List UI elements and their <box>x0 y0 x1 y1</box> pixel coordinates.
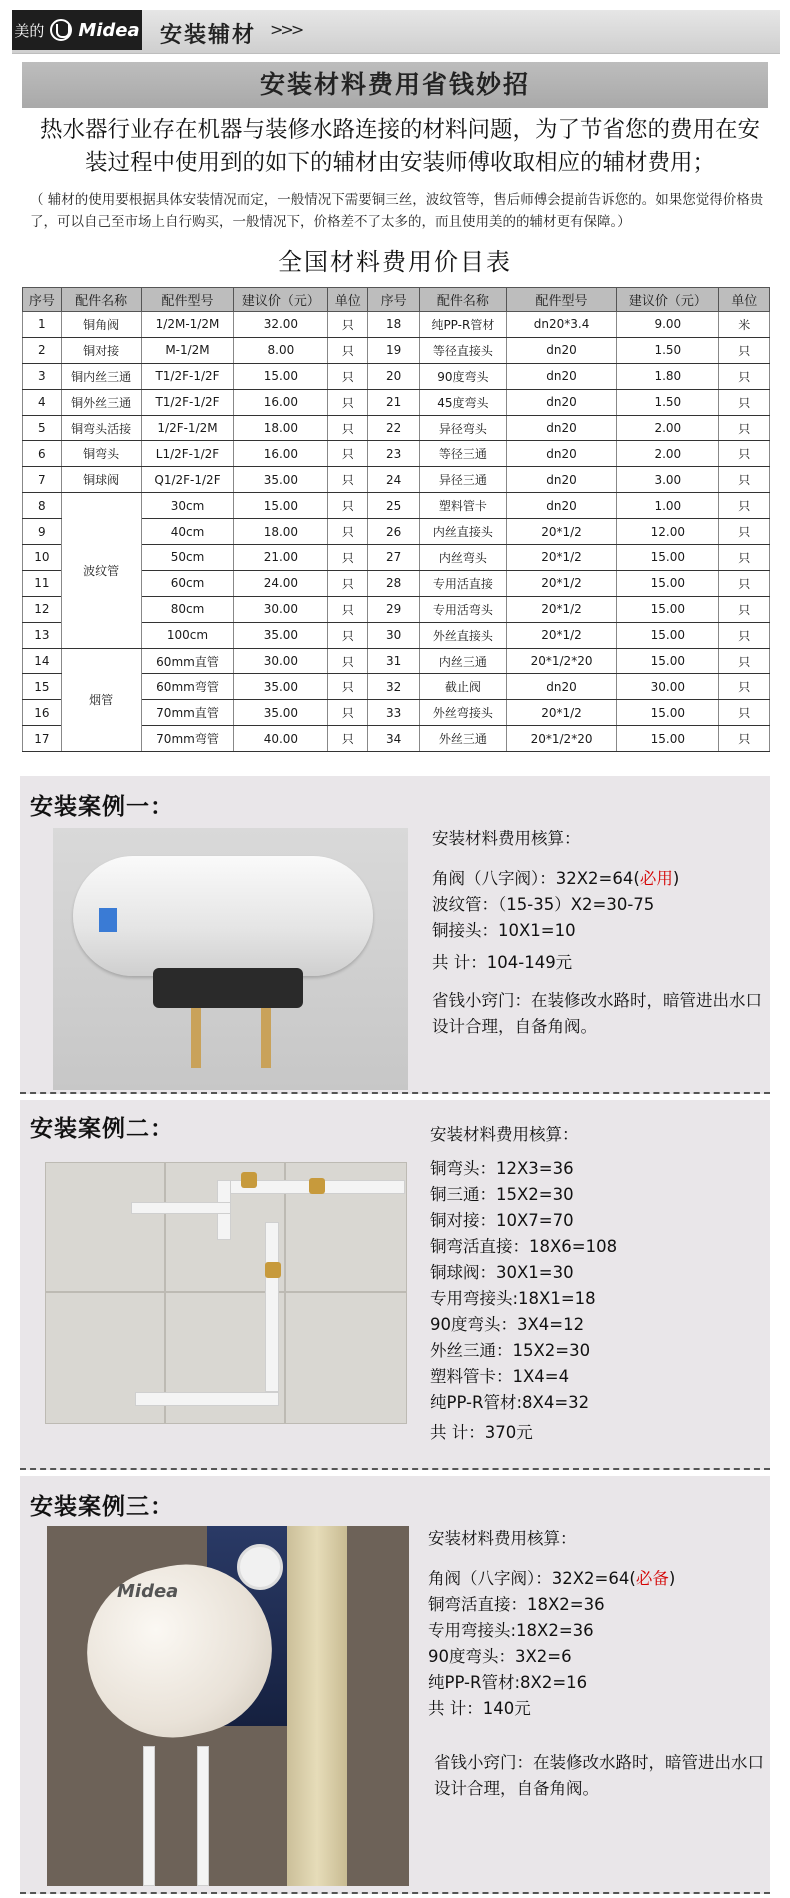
table-cell: 只 <box>719 337 770 363</box>
table-cell: 只 <box>719 545 770 571</box>
col-header: 序号 <box>368 288 420 312</box>
table-cell: 20*1/2*20 <box>506 648 616 674</box>
saving-tip: 省钱小窍门：在装修改水路时，暗管进出水口设计合理，自备角阀。 <box>432 991 762 1036</box>
table-cell: 15.00 <box>617 622 719 648</box>
table-cell: Q1/2F-1/2F <box>141 467 234 493</box>
table-cell: 17 <box>23 726 62 752</box>
table-cell: 只 <box>719 648 770 674</box>
calc-line: 专用弯接头:18X1=18 <box>430 1289 596 1308</box>
table-cell: 铜球阀 <box>61 467 141 493</box>
case-title: 安装案例二： <box>30 1116 174 1142</box>
calc-line: 纯PP-R管材:8X4=32 <box>430 1393 590 1412</box>
pipe-image <box>131 1202 231 1214</box>
table-cell: 40.00 <box>234 726 328 752</box>
case-one-photo <box>53 828 408 1090</box>
table-cell: 27 <box>368 545 420 571</box>
table-cell: 1.50 <box>617 389 719 415</box>
table-cell: 20*1/2 <box>506 570 616 596</box>
pipe-image <box>191 1008 201 1068</box>
table-cell: 25 <box>368 493 420 519</box>
table-cell: 等径三通 <box>419 441 506 467</box>
calc-title: 安装材料费用核算： <box>428 1529 577 1548</box>
table-cell: 只 <box>719 389 770 415</box>
table-cell: 80cm <box>141 596 234 622</box>
table-cell: 19 <box>368 337 420 363</box>
table-cell: 内丝直接头 <box>419 519 506 545</box>
table-cell: 20*1/2 <box>506 622 616 648</box>
pipe-image <box>261 1008 271 1068</box>
calc-line: 90度弯头：3X2=6 <box>428 1647 572 1666</box>
calc-line: 波纹管：（15-35）X2=30-75 <box>432 895 655 914</box>
price-table <box>22 287 770 752</box>
table-cell: 4 <box>23 389 62 415</box>
table-cell: 18 <box>368 312 420 338</box>
saving-tip: 省钱小窍门：在装修改水路时，暗管进出水口设计合理，自备角阀。 <box>434 1753 764 1798</box>
table-cell: dn20*3.4 <box>506 312 616 338</box>
table-cell: 只 <box>719 441 770 467</box>
calc-line: 铜球阀：30X1=30 <box>430 1263 574 1282</box>
case-title: 安装案例一： <box>30 794 174 820</box>
table-cell: dn20 <box>506 415 616 441</box>
case-two <box>20 1100 770 1470</box>
exhaust-fan-image <box>237 1544 283 1590</box>
pipe-image <box>265 1222 279 1392</box>
calc-line: 专用弯接头:18X2=36 <box>428 1621 594 1640</box>
logo-cn-text: 美的 <box>14 21 45 40</box>
table-cell: 26 <box>368 519 420 545</box>
table-cell: 只 <box>328 389 368 415</box>
table-cell: 8.00 <box>234 337 328 363</box>
calc-total: 共 计：370元 <box>430 1423 533 1442</box>
table-cell: 14 <box>23 648 62 674</box>
case-three <box>20 1476 770 1894</box>
cost-calc <box>428 1526 764 1802</box>
calc-line: 铜弯头：12X3=36 <box>430 1159 574 1178</box>
table-cell: 铜弯头活接 <box>61 415 141 441</box>
table-cell: 12 <box>23 596 62 622</box>
table-cell: dn20 <box>506 467 616 493</box>
table-cell: dn20 <box>506 493 616 519</box>
calc-line: 塑料管卡：1X4=4 <box>430 1367 570 1386</box>
table-cell: 24.00 <box>234 570 328 596</box>
table-cell: 只 <box>328 337 368 363</box>
table-row <box>23 493 770 519</box>
logo-en-text: Midea <box>78 19 140 41</box>
table-cell: 只 <box>328 570 368 596</box>
table-cell: 9.00 <box>617 312 719 338</box>
calc-line: 铜弯活直接：18X2=36 <box>428 1595 605 1614</box>
case-one <box>20 776 770 1094</box>
calc-line: 铜弯活直接：18X6=108 <box>430 1237 618 1256</box>
case-title: 安装案例三： <box>30 1494 174 1520</box>
table-cell: 只 <box>719 726 770 752</box>
table-cell: 20*1/2 <box>506 596 616 622</box>
table-cell: 铜对接 <box>61 337 141 363</box>
table-cell: 23 <box>368 441 420 467</box>
table-cell: 29 <box>368 596 420 622</box>
table-cell: 只 <box>719 596 770 622</box>
table-cell: 15.00 <box>234 493 328 519</box>
table-cell: 22 <box>368 415 420 441</box>
table-cell: dn20 <box>506 389 616 415</box>
table-cell: dn20 <box>506 337 616 363</box>
table-cell: 60cm <box>141 570 234 596</box>
table-cell: dn20 <box>506 674 616 700</box>
table-row <box>23 312 770 338</box>
table-cell: 32.00 <box>234 312 328 338</box>
table-cell: 只 <box>328 726 368 752</box>
table-cell: 35.00 <box>234 674 328 700</box>
table-cell: 铜弯头 <box>61 441 141 467</box>
table-cell: 只 <box>328 622 368 648</box>
case-two-photo <box>45 1162 407 1424</box>
page-header <box>12 10 780 54</box>
calc-line: 90度弯头：3X4=12 <box>430 1315 585 1334</box>
table-cell: 15.00 <box>617 596 719 622</box>
table-cell: 2.00 <box>617 441 719 467</box>
table-cell: dn20 <box>506 363 616 389</box>
table-cell: 1 <box>23 312 62 338</box>
table-row <box>23 389 770 415</box>
table-cell: 16.00 <box>234 389 328 415</box>
table-cell: 只 <box>719 700 770 726</box>
table-cell: 70mm弯管 <box>141 726 234 752</box>
table-cell: 铜角阀 <box>61 312 141 338</box>
calc-line: 铜接头：10X1=10 <box>432 921 576 940</box>
table-cell: 只 <box>328 493 368 519</box>
table-cell: 只 <box>328 441 368 467</box>
table-cell: 只 <box>719 519 770 545</box>
table-cell: 异径三通 <box>419 467 506 493</box>
calc-total: 共 计：140元 <box>428 1699 531 1718</box>
brass-fitting-image <box>265 1262 281 1278</box>
pipe-image <box>135 1392 279 1406</box>
table-cell: 只 <box>328 363 368 389</box>
table-cell: 24 <box>368 467 420 493</box>
table-cell: 8 <box>23 493 62 519</box>
table-cell: 45度弯头 <box>419 389 506 415</box>
intro-text: 热水器行业存在机器与装修水路连接的材料问题，为了节省您的费用在安装过程中使用到的如下的辅材由安装师傅收取相应的辅材费用； <box>39 117 760 176</box>
table-cell: 30cm <box>141 493 234 519</box>
table-cell: 7 <box>23 467 62 493</box>
table-cell: 60mm弯管 <box>141 674 234 700</box>
table-cell: 1/2F-1/2M <box>141 415 234 441</box>
table-cell: 21.00 <box>234 545 328 571</box>
table-cell: 只 <box>719 493 770 519</box>
pipe-image <box>143 1746 155 1886</box>
col-header: 配件名称 <box>419 288 506 312</box>
table-cell: 15.00 <box>617 570 719 596</box>
table-cell: 9 <box>23 519 62 545</box>
table-cell: 20*1/2 <box>506 519 616 545</box>
table-cell: 专用活弯头 <box>419 596 506 622</box>
table-cell: 30.00 <box>234 596 328 622</box>
table-cell: T1/2F-1/2F <box>141 363 234 389</box>
table-cell: 20*1/2 <box>506 700 616 726</box>
banner-title: 安装材料费用省钱妙招 <box>22 62 768 108</box>
table-cell: 30.00 <box>617 674 719 700</box>
midea-logo <box>12 10 142 50</box>
table-cell: 外丝三通 <box>419 726 506 752</box>
col-header: 配件名称 <box>61 288 141 312</box>
calc-line: 纯PP-R管材:8X2=16 <box>428 1673 588 1692</box>
table-cell: 10 <box>23 545 62 571</box>
table-row <box>23 648 770 674</box>
table-cell: 15.00 <box>617 700 719 726</box>
table-cell: 只 <box>328 312 368 338</box>
table-cell: 1.50 <box>617 337 719 363</box>
table-cell: 只 <box>328 648 368 674</box>
table-cell: 只 <box>328 467 368 493</box>
col-header: 配件型号 <box>141 288 234 312</box>
table-cell: 外丝直接头 <box>419 622 506 648</box>
price-table-title: 全国材料费用价目表 <box>278 248 512 276</box>
table-cell: T1/2F-1/2F <box>141 389 234 415</box>
table-cell: 12.00 <box>617 519 719 545</box>
brass-fitting-image <box>309 1178 325 1194</box>
table-cell: 只 <box>719 622 770 648</box>
table-cell: 15.00 <box>617 545 719 571</box>
table-cell: 20*1/2 <box>506 545 616 571</box>
table-cell: 只 <box>719 674 770 700</box>
table-cell: 21 <box>368 389 420 415</box>
table-cell: 70mm直管 <box>141 700 234 726</box>
table-cell: 1.80 <box>617 363 719 389</box>
table-cell: 异径弯头 <box>419 415 506 441</box>
table-cell: 只 <box>719 415 770 441</box>
curtain-image <box>287 1526 347 1886</box>
table-header-row <box>23 288 770 312</box>
table-cell: 等径直接头 <box>419 337 506 363</box>
table-cell: 100cm <box>141 622 234 648</box>
double-arrow-icon: >>> <box>270 20 302 39</box>
table-cell: 专用活直接 <box>419 570 506 596</box>
table-cell: 5 <box>23 415 62 441</box>
table-cell: 60mm直管 <box>141 648 234 674</box>
table-cell: 30 <box>368 622 420 648</box>
table-cell: 30.00 <box>234 648 328 674</box>
table-cell: 90度弯头 <box>419 363 506 389</box>
table-cell: 40cm <box>141 519 234 545</box>
table-cell: 米 <box>719 312 770 338</box>
table-cell: 只 <box>328 700 368 726</box>
water-heater-image <box>73 856 373 976</box>
table-cell: 铜内丝三通 <box>61 363 141 389</box>
table-cell: 只 <box>328 519 368 545</box>
table-cell: 16 <box>23 700 62 726</box>
table-cell: 50cm <box>141 545 234 571</box>
case-three-photo <box>47 1526 409 1886</box>
table-row <box>23 415 770 441</box>
col-header: 单位 <box>328 288 368 312</box>
midea-emblem-icon <box>50 19 72 41</box>
table-cell: 只 <box>719 363 770 389</box>
calc-title: 安装材料费用核算： <box>432 829 581 848</box>
table-row <box>23 467 770 493</box>
table-cell: M-1/2M <box>141 337 234 363</box>
table-cell: 15 <box>23 674 62 700</box>
table-cell: 只 <box>328 674 368 700</box>
table-cell: 33 <box>368 700 420 726</box>
table-cell: 20*1/2*20 <box>506 726 616 752</box>
table-cell: 只 <box>719 570 770 596</box>
merged-category-cell: 波纹管 <box>61 493 141 648</box>
table-cell: 20 <box>368 363 420 389</box>
table-cell: 6 <box>23 441 62 467</box>
heater-brand-text: Midea <box>117 1581 179 1602</box>
table-cell: 35.00 <box>234 467 328 493</box>
table-cell: 2.00 <box>617 415 719 441</box>
table-cell: 1/2M-1/2M <box>141 312 234 338</box>
table-cell: 15.00 <box>617 726 719 752</box>
table-cell: 1.00 <box>617 493 719 519</box>
calc-line: 铜三通：15X2=30 <box>430 1185 574 1204</box>
calc-line: 角阀（八字阀）：32X2=64(必备) <box>428 1569 676 1588</box>
table-cell: 只 <box>328 596 368 622</box>
section-title: 安装辅材 <box>160 23 257 48</box>
table-row <box>23 337 770 363</box>
table-cell: 13 <box>23 622 62 648</box>
table-cell: 截止阀 <box>419 674 506 700</box>
table-cell: L1/2F-1/2F <box>141 441 234 467</box>
col-header: 建议价（元） <box>617 288 719 312</box>
table-cell: 35.00 <box>234 622 328 648</box>
table-cell: 3 <box>23 363 62 389</box>
table-cell: 16.00 <box>234 441 328 467</box>
table-cell: 只 <box>328 545 368 571</box>
table-cell: 31 <box>368 648 420 674</box>
calc-total: 共 计：104-149元 <box>432 953 573 972</box>
col-header: 建议价（元） <box>234 288 328 312</box>
control-panel-image <box>153 968 303 1008</box>
calc-line: 铜对接：10X7=70 <box>430 1211 574 1230</box>
table-cell: 纯PP-R管材 <box>419 312 506 338</box>
table-cell: 34 <box>368 726 420 752</box>
energy-label-image <box>99 908 117 932</box>
brass-fitting-image <box>241 1172 257 1188</box>
table-cell: 外丝弯接头 <box>419 700 506 726</box>
col-header: 序号 <box>23 288 62 312</box>
table-cell: 铜外丝三通 <box>61 389 141 415</box>
table-cell: 2 <box>23 337 62 363</box>
note-text: （ 辅材的使用要根据具体安装情况而定，一般情况下需要铜三丝，波纹管等，售后师傅会提前告诉您的。如果您觉得价格贵了，可以自己至市场上自行购买，一般情况下，价格差不了太多的，而且使用美的的辅材更有保障。） <box>30 192 764 230</box>
table-cell: 内丝三通 <box>419 648 506 674</box>
merged-category-cell: 烟管 <box>61 648 141 752</box>
table-cell: 32 <box>368 674 420 700</box>
table-cell: 18.00 <box>234 519 328 545</box>
table-row <box>23 363 770 389</box>
calc-line: 角阀（八字阀）：32X2=64(必用) <box>432 869 680 888</box>
table-cell: 只 <box>328 415 368 441</box>
cost-calc <box>430 1122 760 1446</box>
table-cell: 15.00 <box>234 363 328 389</box>
table-cell: 塑料管卡 <box>419 493 506 519</box>
calc-line: 外丝三通：15X2=30 <box>430 1341 591 1360</box>
table-cell: 内丝弯头 <box>419 545 506 571</box>
table-cell: 28 <box>368 570 420 596</box>
table-cell: 18.00 <box>234 415 328 441</box>
col-header: 单位 <box>719 288 770 312</box>
table-cell: 35.00 <box>234 700 328 726</box>
pipe-image <box>197 1746 209 1886</box>
table-row <box>23 441 770 467</box>
col-header: 配件型号 <box>506 288 616 312</box>
table-cell: dn20 <box>506 441 616 467</box>
calc-title: 安装材料费用核算： <box>430 1125 579 1144</box>
table-cell: 15.00 <box>617 648 719 674</box>
table-cell: 只 <box>719 467 770 493</box>
table-cell: 3.00 <box>617 467 719 493</box>
table-cell: 11 <box>23 570 62 596</box>
cost-calc <box>432 826 762 1040</box>
